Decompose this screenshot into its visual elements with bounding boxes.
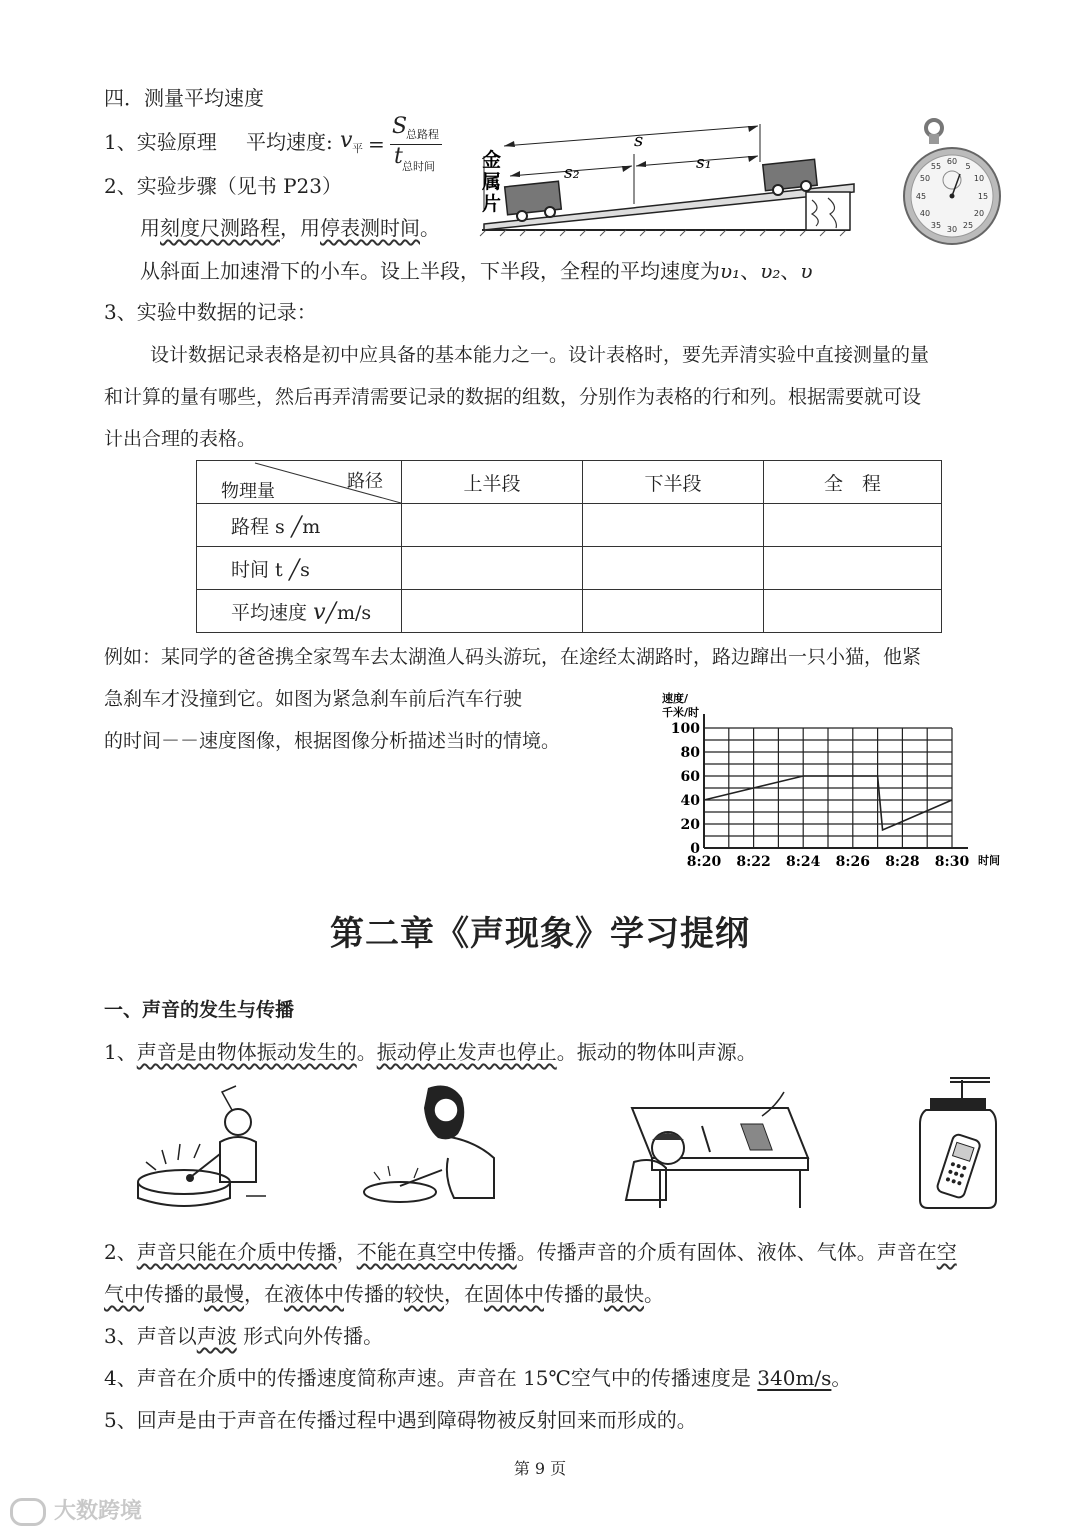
chart-ylabel-2: 千米/时 <box>662 706 700 719</box>
stopwatch-image <box>902 118 1002 248</box>
table-header-row <box>197 461 942 504</box>
chart-ytick-label: 80 <box>680 745 700 761</box>
label-s1: s₁ <box>696 153 712 173</box>
table-cell <box>764 590 942 633</box>
dial-40: 40 <box>919 209 931 218</box>
table-cell <box>764 547 942 590</box>
item-steps: 2、实验步骤（见书 P23） <box>104 174 342 198</box>
paragraph-line-1: 设计数据记录表格是初中应具备的基本能力之一。设计表格时，要先弄清实验中直接测量的量 <box>150 344 930 366</box>
chart-xtick-label: 8:28 <box>885 854 920 870</box>
example-line-1: 例如：某同学的爸爸携全家驾车去太湖渔人码头游玩，在途经太湖路时，路边蹿出一只小猫，他紧 <box>104 646 922 668</box>
chapter-point-3: 3、声音以声波 形式向外传播。 <box>104 1324 384 1348</box>
row-label-distance: 路程 s ╱m <box>197 504 402 547</box>
dial-15: 15 <box>977 192 989 201</box>
data-record-table <box>196 460 942 633</box>
table-row <box>197 504 942 547</box>
watermark-icon <box>10 1498 46 1526</box>
section-heading: 四．测量平均速度 <box>104 86 264 110</box>
cart-sentence: 从斜面上加速滑下的小车。设上半段，下半段，全程的平均速度为υ₁、υ₂、υ <box>140 259 813 283</box>
table-cell <box>402 547 583 590</box>
chapter-point-2: 2、声音只能在介质中传播，不能在真空中传播。传播声音的介质有固体、液体、气体。声音在空 <box>104 1240 957 1264</box>
chapter-title: 第二章《声现象》学习提纲 <box>330 914 750 954</box>
metal-label-3: 片 <box>482 193 502 215</box>
table-row <box>197 547 942 590</box>
chapter-point-1: 1、声音是由物体振动发生的。振动停止发声也停止。振动的物体叫声源。 <box>104 1040 757 1064</box>
chart-ytick-label: 40 <box>680 793 700 809</box>
formula-numerator-sub: 总路程 <box>406 128 439 141</box>
chart-xlabel: 时间 <box>978 854 1000 867</box>
formula-denominator: t <box>394 144 403 169</box>
page-number: 第 9 页 <box>513 1459 567 1478</box>
dial-10: 10 <box>973 174 985 183</box>
example-line-3: 的时间－－速度图像，根据图像分析描述当时的情境。 <box>104 730 561 752</box>
table-cell <box>764 504 942 547</box>
table-cell <box>402 590 583 633</box>
chart-xtick-label: 8:22 <box>736 854 771 870</box>
formula-v-sub: 平 <box>352 142 363 155</box>
chart-xtick-label: 8:20 <box>686 854 722 870</box>
dial-45: 45 <box>915 192 927 201</box>
chart-ytick-label: 100 <box>670 721 700 737</box>
dial-35: 35 <box>930 221 942 230</box>
row-label-time: 时间 t ╱s <box>197 547 402 590</box>
label-s: s <box>634 130 644 151</box>
chart-ytick-label: 0 <box>690 841 700 857</box>
item-records: 3、实验中数据的记录： <box>104 300 317 324</box>
dial-20: 20 <box>973 209 985 218</box>
dial-5: 5 <box>965 162 971 171</box>
dial-60: 60 <box>946 157 958 166</box>
chapter-point-4: 4、声音在介质中的传播速度简称声速。声音在 15℃空气中的传播速度是 340m/s。 <box>104 1366 852 1390</box>
table-cell <box>402 504 583 547</box>
table-cell <box>583 547 764 590</box>
corner-label-path: 路径 <box>347 471 383 492</box>
chapter-section-heading: 一、声音的发生与传播 <box>104 999 295 1021</box>
col-header-second-half: 下半段 <box>583 461 764 504</box>
metal-label-2: 属 <box>482 171 502 193</box>
ramp-diagram <box>476 120 866 238</box>
chart-ytick-label: 60 <box>680 769 700 785</box>
desk-listening-illustration <box>612 1078 818 1212</box>
table-cell <box>583 590 764 633</box>
col-header-full: 全 程 <box>764 461 942 504</box>
dial-55: 55 <box>930 162 942 171</box>
average-speed-formula: v 平 = S 总路程 t 总时间 <box>338 116 448 176</box>
chapter-point-2-cont: 气中传播的最慢，在液体中传播的较快，在固体中传播的最快。 <box>104 1282 664 1306</box>
table-row <box>197 590 942 633</box>
table-corner-cell <box>197 461 402 504</box>
tools-sentence: 用刻度尺测路程，用停表测时间。 <box>140 216 440 240</box>
dial-50: 50 <box>919 174 931 183</box>
item-principle-label: 1、实验原理 <box>104 130 217 154</box>
col-header-first-half: 上半段 <box>402 461 583 504</box>
drum-illustration <box>136 1084 272 1210</box>
dial-25: 25 <box>962 221 974 230</box>
bell-jar-phone-illustration <box>916 1074 1000 1212</box>
label-s2: s₂ <box>564 163 580 183</box>
example-line-2: 急刹车才没撞到它。如图为紧急刹车前后汽车行驶 <box>104 688 523 710</box>
formula-denominator-sub: 总时间 <box>402 160 435 173</box>
chart-xtick-label: 8:26 <box>835 854 871 870</box>
tuning-fork-illustration <box>360 1080 520 1210</box>
paragraph-line-2: 和计算的量有哪些，然后再弄清需要记录的数据的组数，分别作为表格的行和列。根据需要就可设 <box>104 386 922 408</box>
chart-xtick-label: 8:30 <box>934 854 970 870</box>
speed-time-chart <box>656 690 1006 874</box>
chart-ytick-label: 20 <box>680 817 700 833</box>
watermark: 大数跨境 <box>10 1494 142 1526</box>
chapter-point-5: 5、回声是由于声音在传播过程中遇到障碍物被反射回来而形成的。 <box>104 1408 697 1432</box>
table-cell <box>583 504 764 547</box>
dial-30: 30 <box>946 225 958 234</box>
chart-xtick-label: 8:24 <box>785 854 821 870</box>
row-label-speed: 平均速度 v╱m/s <box>197 590 402 633</box>
formula-label: 平均速度: <box>246 130 333 154</box>
metal-label-1: 金 <box>482 149 502 171</box>
paragraph-line-3: 计出合理的表格。 <box>104 428 257 450</box>
corner-label-quantity: 物理量 <box>221 481 275 502</box>
chart-ylabel-1: 速度/ <box>662 692 689 705</box>
formula-v: v <box>340 128 353 153</box>
formula-numerator: S <box>392 114 408 139</box>
